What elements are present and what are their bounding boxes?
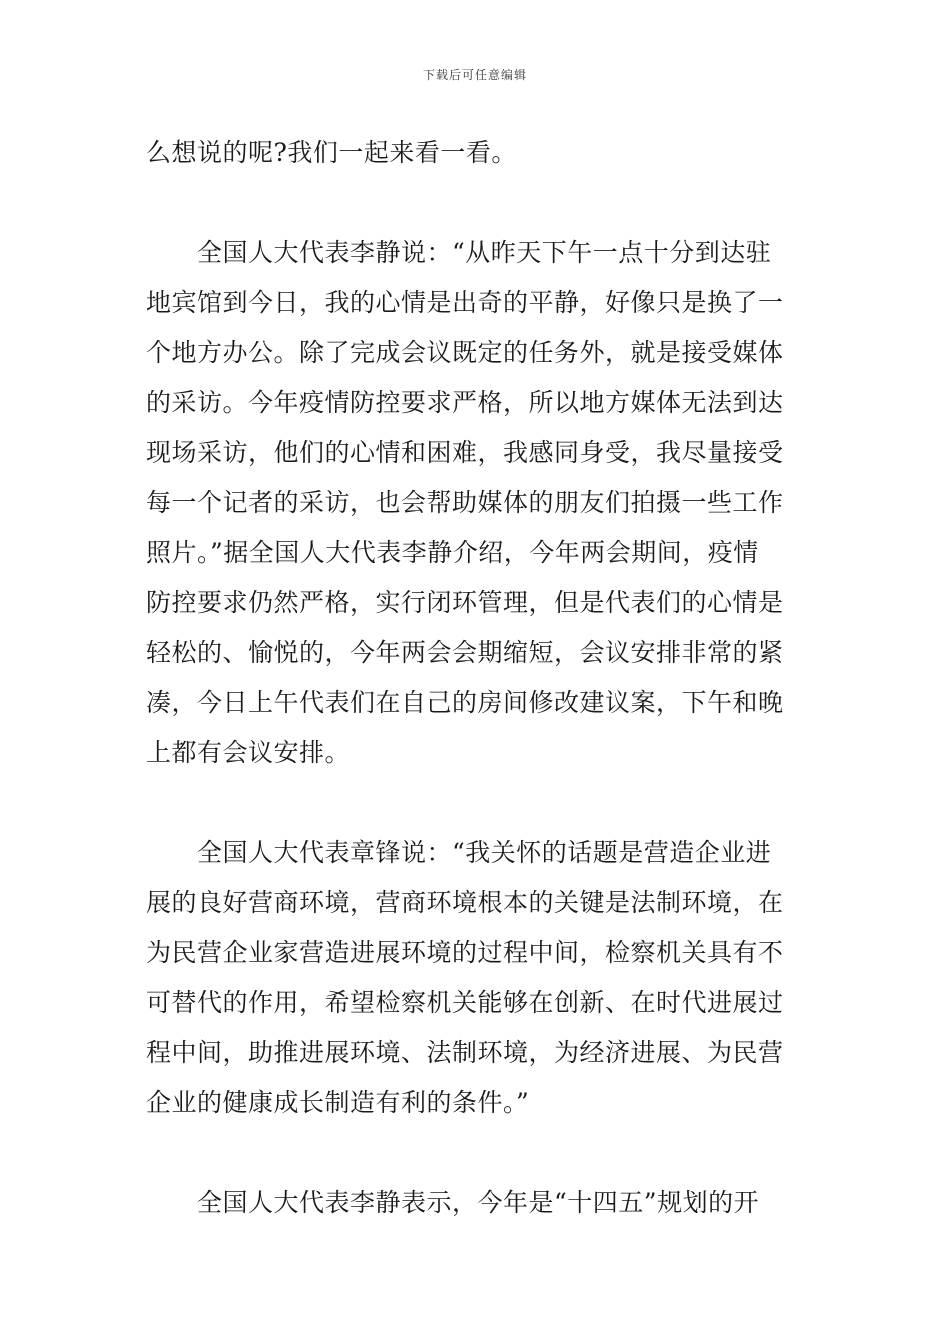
text-line: 为民营企业家营造进展环境的过程中间，检察机关具有不 — [146, 938, 784, 967]
text-line: 现场采访，他们的心情和困难，我感同身受，我尽量接受 — [146, 438, 784, 467]
text-line: 凑，今日上午代表们在自己的房间修改建议案，下午和晚 — [146, 688, 784, 717]
paragraph-3 — [146, 1178, 806, 1228]
text-line: 照片。”据全国人大代表李静介绍，今年两会期间，疫情 — [146, 538, 759, 567]
text-line: 程中间，助推进展环境、法制环境，为经济进展、为民营 — [146, 1038, 784, 1067]
text-line: 防控要求仍然严格，实行闭环管理，但是代表们的心情是 — [146, 588, 784, 617]
paragraph-gap — [146, 178, 806, 228]
paragraph-2 — [146, 828, 806, 1128]
document-body — [146, 128, 806, 1228]
text-line: 全国人大代表章锋说：“我关怀的话题是营造企业进 — [146, 838, 772, 867]
paragraph-gap — [146, 1128, 806, 1178]
paragraph-continuation — [146, 128, 806, 178]
text-line: 每一个记者的采访，也会帮助媒体的朋友们拍摄一些工作 — [146, 488, 784, 517]
text-line: 的采访。今年疫情防控要求严格，所以地方媒体无法到达 — [146, 388, 784, 417]
text-line: 轻松的、愉悦的，今年两会会期缩短，会议安排非常的紧 — [146, 638, 784, 667]
text-line: 展的良好营商环境，营商环境根本的关键是法制环境，在 — [146, 888, 784, 917]
text-line: 企业的健康成长制造有利的条件。” — [146, 1088, 530, 1117]
page-header-note: 下载后可任意编辑 — [422, 68, 527, 82]
text-line: 个地方办公。除了完成会议既定的任务外，就是接受媒体 — [146, 338, 784, 367]
text-line: 么想说的呢?我们一起来看一看。 — [146, 138, 517, 167]
text-line: 全国人大代表李静表示，今年是“十四五”规划的开 — [146, 1188, 760, 1217]
text-line: 可替代的作用，希望检察机关能够在创新、在时代进展过 — [146, 988, 784, 1017]
text-line: 全国人大代表李静说：“从昨天下午一点十分到达驻 — [146, 238, 772, 267]
text-line: 上都有会议安排。 — [146, 738, 351, 767]
paragraph-gap — [146, 778, 806, 828]
paragraph-1 — [146, 228, 806, 778]
text-line: 地宾馆到今日，我的心情是出奇的平静，好像只是换了一 — [146, 288, 784, 317]
